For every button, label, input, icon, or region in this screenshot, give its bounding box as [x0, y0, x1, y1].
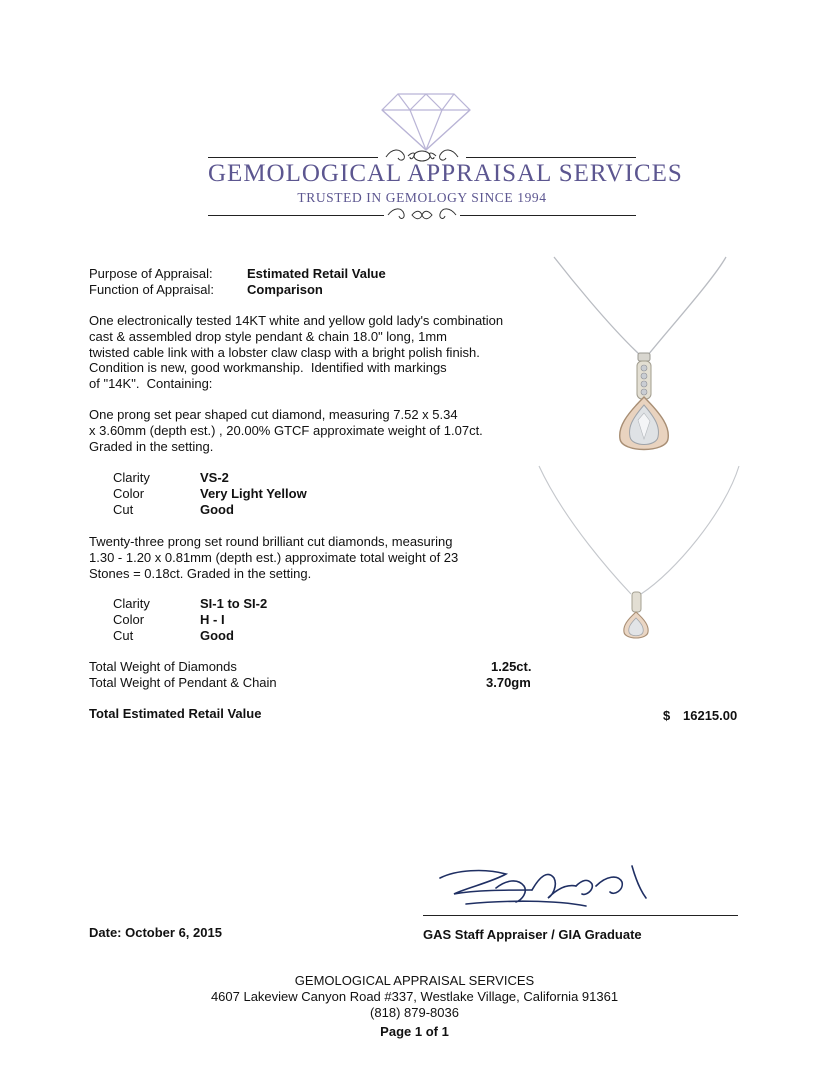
side-stones-description: Twenty-three prong set round brilliant cut diamonds, measuring 1.30 - 1.20 x 0.81mm (depth est.) approximate total weight of 23 Stones = 0.18ct. Graded in the setting.: [89, 534, 459, 581]
page-number: Page 1 of 1: [380, 1024, 449, 1039]
side-cut-label: Cut: [113, 628, 134, 643]
flourish-bottom-icon: [384, 206, 460, 224]
footer-address: 4607 Lakeview Canyon Road #337, Westlake Village, California 91361: [210, 989, 619, 1004]
company-tagline: TRUSTED IN GEMOLOGY SINCE 1994: [297, 190, 547, 205]
header-top-rule-left: [208, 157, 378, 158]
appraisal-date: Date: October 6, 2015: [89, 925, 222, 940]
header-bottom-rule-right: [460, 215, 636, 216]
total-pendant-value: 3.70gm: [486, 675, 531, 690]
total-pendant-label: Total Weight of Pendant & Chain: [89, 675, 277, 690]
center-color-label: Color: [113, 486, 145, 501]
header-top-rule-right: [466, 157, 636, 158]
appraiser-signature: [436, 860, 666, 916]
center-stone-description: One prong set pear shaped cut diamond, measuring 7.52 x 5.34 x 3.60mm (depth est.) , 20.00% GTCF approximate weight of 1.07ct. Graded in the setting.: [89, 407, 483, 454]
center-clarity-label: Clarity: [113, 470, 150, 485]
function-value: Comparison: [247, 282, 323, 297]
company-title: GEMOLOGICAL APPRAISAL SERVICES: [208, 160, 683, 187]
total-retail-currency: $: [663, 708, 671, 723]
purpose-value: Estimated Retail Value: [247, 266, 386, 281]
signature-caption: GAS Staff Appraiser / GIA Graduate: [423, 927, 642, 942]
purpose-label: Purpose of Appraisal:: [89, 266, 213, 281]
footer-company: GEMOLOGICAL APPRAISAL SERVICES: [294, 973, 535, 988]
function-label: Function of Appraisal:: [89, 282, 215, 297]
side-cut-value: Good: [200, 628, 234, 643]
diamond-outline-icon: [380, 92, 472, 152]
total-retail-value: 16215.00: [683, 708, 738, 723]
total-diamonds-label: Total Weight of Diamonds: [89, 659, 237, 674]
side-clarity-value: SI-1 to SI-2: [200, 596, 268, 611]
center-clarity-value: VS-2: [200, 470, 229, 485]
item-description: One electronically tested 14KT white and yellow gold lady's combination cast & assembled drop style pendant & chain 18.0" long, 1mm twisted cable link with a lobster claw clasp with a bright polish finish. Condition is new, good workmanship. Identified with markings of "14K". Containing:: [89, 313, 504, 392]
pendant-closeup-photo: [548, 255, 738, 460]
footer-phone: (818) 879-8036: [370, 1005, 459, 1020]
total-retail-label: Total Estimated Retail Value: [89, 706, 262, 721]
side-color-label: Color: [113, 612, 145, 627]
pendant-full-photo: [535, 462, 745, 662]
center-color-value: Very Light Yellow: [200, 486, 307, 501]
side-clarity-label: Clarity: [113, 596, 150, 611]
center-cut-label: Cut: [113, 502, 134, 517]
center-cut-value: Good: [200, 502, 234, 517]
signature-line: [423, 915, 738, 916]
side-color-value: H - I: [200, 612, 225, 627]
header-bottom-rule-left: [208, 215, 384, 216]
total-diamonds-value: 1.25ct.: [491, 659, 532, 674]
